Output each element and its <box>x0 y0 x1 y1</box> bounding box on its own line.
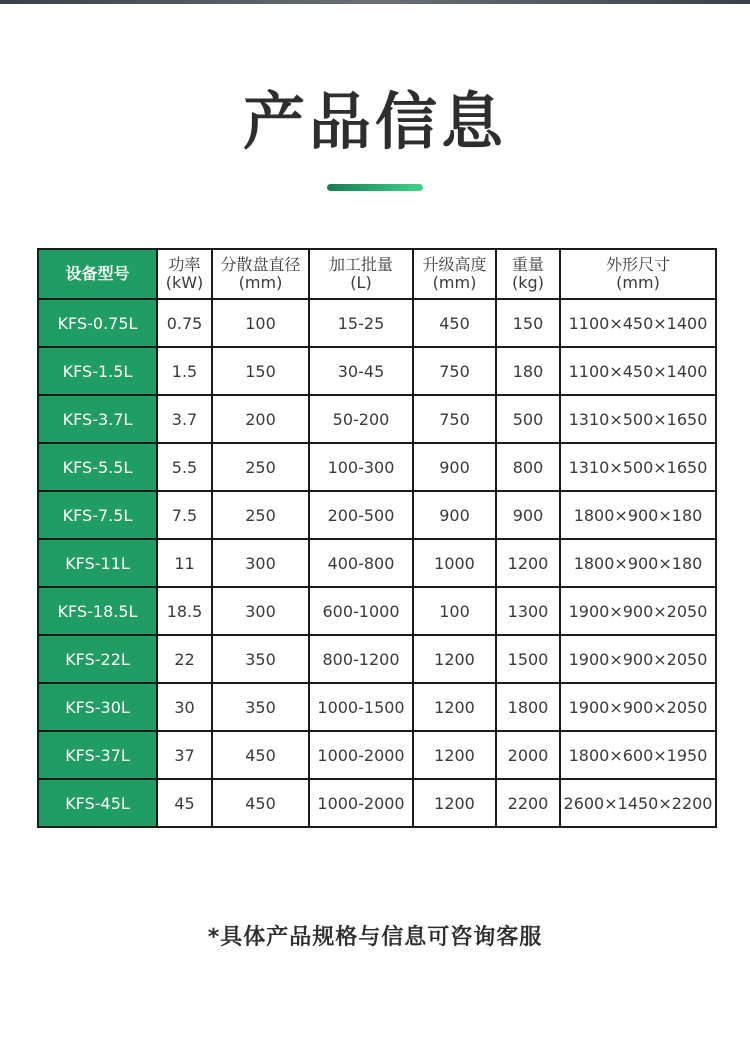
cell-weight: 800 <box>496 443 560 491</box>
table-row <box>38 731 716 779</box>
cell-model: KFS-30L <box>38 683 157 731</box>
cell-lift-height: 750 <box>413 395 496 443</box>
cell-batch-volume: 400-800 <box>309 539 413 587</box>
cell-batch-volume: 15-25 <box>309 299 413 347</box>
page-title: 产品信息 <box>242 85 507 158</box>
cell-dimensions: 1900×900×2050 <box>560 635 716 683</box>
header-model: 设备型号 <box>38 249 157 299</box>
cell-dimensions: 1800×600×1950 <box>560 731 716 779</box>
cell-disc-diameter: 300 <box>212 539 309 587</box>
header-batch-volume: 加工批量 (L) <box>309 249 413 299</box>
header-dimensions: 外形尺寸 (mm) <box>560 249 716 299</box>
cell-power: 0.75 <box>157 299 212 347</box>
cell-batch-volume: 200-500 <box>309 491 413 539</box>
cell-power: 30 <box>157 683 212 731</box>
cell-disc-diameter: 150 <box>212 347 309 395</box>
cell-lift-height: 1200 <box>413 731 496 779</box>
cell-dimensions: 1800×900×180 <box>560 491 716 539</box>
cell-lift-height: 100 <box>413 587 496 635</box>
cell-disc-diameter: 250 <box>212 491 309 539</box>
cell-dimensions: 1310×500×1650 <box>560 443 716 491</box>
cell-model: KFS-18.5L <box>38 587 157 635</box>
cell-model: KFS-5.5L <box>38 443 157 491</box>
cell-disc-diameter: 450 <box>212 779 309 827</box>
header-disc-diameter: 分散盘直径 (mm) <box>212 249 309 299</box>
cell-disc-diameter: 350 <box>212 683 309 731</box>
cell-weight: 180 <box>496 347 560 395</box>
cell-dimensions: 2600×1450×2200 <box>560 779 716 827</box>
cell-lift-height: 450 <box>413 299 496 347</box>
cell-power: 5.5 <box>157 443 212 491</box>
cell-dimensions: 1100×450×1400 <box>560 347 716 395</box>
table-row <box>38 683 716 731</box>
cell-model: KFS-0.75L <box>38 299 157 347</box>
cell-disc-diameter: 350 <box>212 635 309 683</box>
spec-table <box>37 248 717 828</box>
cell-power: 22 <box>157 635 212 683</box>
cell-lift-height: 750 <box>413 347 496 395</box>
cell-weight: 1500 <box>496 635 560 683</box>
header-weight: 重量 (kg) <box>496 249 560 299</box>
cell-dimensions: 1100×450×1400 <box>560 299 716 347</box>
table-header-row <box>38 249 716 299</box>
cell-batch-volume: 100-300 <box>309 443 413 491</box>
cell-disc-diameter: 250 <box>212 443 309 491</box>
cell-weight: 2200 <box>496 779 560 827</box>
cell-lift-height: 900 <box>413 443 496 491</box>
cell-dimensions: 1800×900×180 <box>560 539 716 587</box>
cell-model: KFS-37L <box>38 731 157 779</box>
cell-weight: 1800 <box>496 683 560 731</box>
footnote: *具体产品规格与信息可咨询客服 <box>207 925 543 950</box>
cell-batch-volume: 50-200 <box>309 395 413 443</box>
cell-model: KFS-22L <box>38 635 157 683</box>
header-power: 功率 (kW) <box>157 249 212 299</box>
cell-model: KFS-11L <box>38 539 157 587</box>
table-row <box>38 299 716 347</box>
cell-power: 37 <box>157 731 212 779</box>
title-underline <box>327 184 423 191</box>
cell-model: KFS-7.5L <box>38 491 157 539</box>
table-row <box>38 635 716 683</box>
table-row <box>38 779 716 827</box>
cell-lift-height: 900 <box>413 491 496 539</box>
table-row <box>38 539 716 587</box>
cell-model: KFS-1.5L <box>38 347 157 395</box>
cell-disc-diameter: 100 <box>212 299 309 347</box>
top-strip <box>0 0 750 4</box>
cell-weight: 500 <box>496 395 560 443</box>
cell-dimensions: 1900×900×2050 <box>560 587 716 635</box>
cell-weight: 2000 <box>496 731 560 779</box>
cell-lift-height: 1200 <box>413 635 496 683</box>
cell-batch-volume: 800-1200 <box>309 635 413 683</box>
table-row <box>38 491 716 539</box>
table-row <box>38 395 716 443</box>
cell-power: 45 <box>157 779 212 827</box>
cell-batch-volume: 1000-2000 <box>309 779 413 827</box>
table-row <box>38 347 716 395</box>
cell-power: 1.5 <box>157 347 212 395</box>
header-lift-height: 升级高度 (mm) <box>413 249 496 299</box>
cell-disc-diameter: 450 <box>212 731 309 779</box>
cell-lift-height: 1000 <box>413 539 496 587</box>
cell-batch-volume: 1000-2000 <box>309 731 413 779</box>
cell-disc-diameter: 200 <box>212 395 309 443</box>
cell-power: 7.5 <box>157 491 212 539</box>
cell-lift-height: 1200 <box>413 779 496 827</box>
cell-lift-height: 1200 <box>413 683 496 731</box>
cell-power: 3.7 <box>157 395 212 443</box>
cell-model: KFS-45L <box>38 779 157 827</box>
cell-weight: 900 <box>496 491 560 539</box>
cell-disc-diameter: 300 <box>212 587 309 635</box>
table-row <box>38 587 716 635</box>
cell-weight: 1200 <box>496 539 560 587</box>
table-body <box>38 299 716 827</box>
cell-batch-volume: 30-45 <box>309 347 413 395</box>
cell-power: 18.5 <box>157 587 212 635</box>
cell-dimensions: 1310×500×1650 <box>560 395 716 443</box>
cell-batch-volume: 600-1000 <box>309 587 413 635</box>
cell-batch-volume: 1000-1500 <box>309 683 413 731</box>
cell-weight: 150 <box>496 299 560 347</box>
cell-weight: 1300 <box>496 587 560 635</box>
cell-dimensions: 1900×900×2050 <box>560 683 716 731</box>
cell-power: 11 <box>157 539 212 587</box>
cell-model: KFS-3.7L <box>38 395 157 443</box>
table-row <box>38 443 716 491</box>
